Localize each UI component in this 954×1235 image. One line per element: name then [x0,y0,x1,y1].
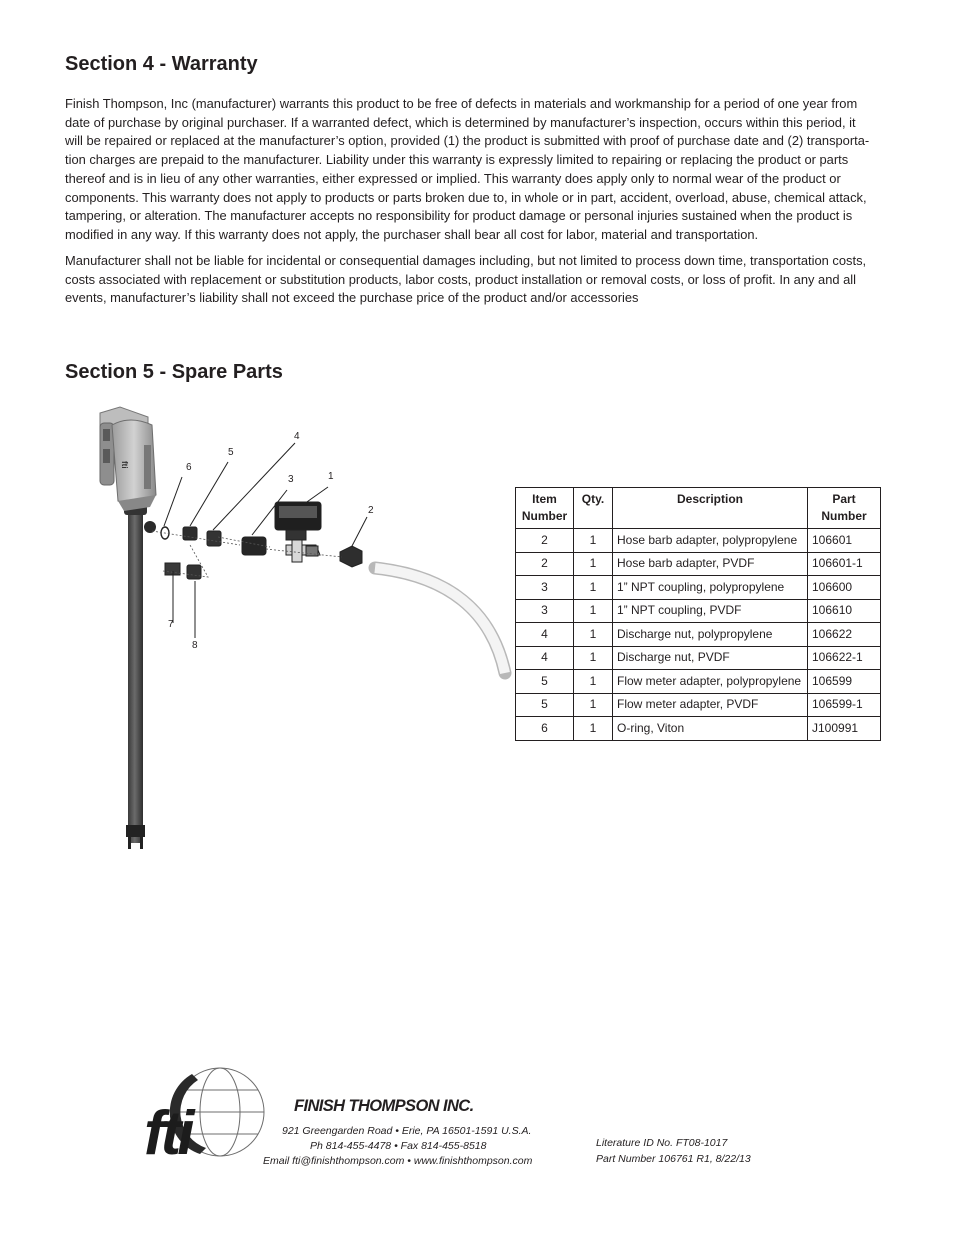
svg-text:fti: fti [120,461,129,469]
literature-id: Literature ID No. FT08-1017 [596,1137,728,1149]
text-line: costs associated with replacement or substitution products, labor costs, product installation or removal costs, or loss of profit. In any and all [65,271,857,287]
col-description: Description [613,488,808,529]
col-part-number: Part Number [808,488,881,529]
company-address: 921 Greengarden Road • Erie, PA 16501-1591 U.S.A. [282,1125,532,1137]
col-qty: Qty. [574,488,613,529]
fti-logo [140,1062,275,1172]
company-phone-fax: Ph 814-455-4478 • Fax 814-455-8518 [310,1140,487,1152]
text-line: will be repaired or replaced at the manufacturer’s option, provided (1) the product is submitted with proof of purchase date and (2) transporta- [65,133,870,149]
table-row: 4 1 Discharge nut, polypropylene 106622 [516,623,881,647]
pump-exploded-diagram [90,405,515,860]
text-line: thereof and is in lieu of any other warranties, either expressed or implied. This warranty does apply only to normal wear of the product or [65,170,841,186]
table-header-row [516,488,881,529]
text-line: components. This warranty does not apply to products or parts broken due to, in whole or in part, accident, overload, abuse, chemical attack, [65,189,867,205]
logo-text: fti [144,1099,191,1168]
text-line: Manufacturer shall not be liable for incidental or consequential damages including, but not limited to process down time, transportation costs, [65,253,867,268]
section-5-title: Section 5 - Spare Parts [65,361,283,383]
table-row: 2 1 Hose barb adapter, polypropylene 106601 [516,529,881,553]
callout-2: 2 [368,505,374,516]
callout-7: 7 [168,619,174,630]
text-line: tion charges are prepaid to the manufacturer. Liability under this warranty is expressly limited to repairing or replacing the product or parts [65,152,849,168]
table-row: 3 1 1” NPT coupling, PVDF 106610 [516,599,881,623]
callout-5: 5 [228,447,234,458]
table-row: 6 1 O-ring, Viton J100991 [516,717,881,741]
table-row: 5 1 Flow meter adapter, polypropylene 106599 [516,670,881,694]
spare-parts-table [515,487,881,741]
callout-8: 8 [192,640,198,651]
callout-1: 1 [328,471,334,482]
warranty-paragraph-1 [65,95,890,245]
company-email-web: Email fti@finishthompson.com • www.finishthompson.com [263,1155,533,1167]
warranty-paragraph-2 [65,252,890,308]
table-row: 5 1 Flow meter adapter, PVDF 106599-1 [516,693,881,717]
table-row: 2 1 Hose barb adapter, PVDF 106601-1 [516,552,881,576]
text-line: tampering, or alteration. The manufacturer accepts no responsibility for product damage or personal injuries sustained when the product is [65,208,853,224]
pump-body [100,407,156,849]
table-row: 4 1 Discharge nut, PVDF 106622-1 [516,646,881,670]
callout-4: 4 [294,431,300,442]
text-line: modified in any way. If this warranty does not apply, the purchaser shall bear all cost for labor, material and transportation. [65,226,759,242]
callout-labels [168,431,374,651]
col-item-number: Item Number [516,488,574,529]
text-line: Finish Thompson, Inc (manufacturer) warrants this product to be free of defects in materials and workmanship for a period of one year from [65,96,858,111]
callout-6: 6 [186,462,192,473]
text-line: date of purchase by original purchaser. If a warranted defect, which is determined by manufacturer’s inspection, occurs within this period, it [65,114,856,130]
text-line: events, manufacturer’s liability shall not exceed the purchase price of the product and/or accessories [65,290,639,306]
document-part-number: Part Number 106761 R1, 8/22/13 [596,1153,751,1165]
exploded-parts [161,502,362,579]
callout-3: 3 [288,474,294,485]
table-row: 3 1 1” NPT coupling, polypropylene 106600 [516,576,881,600]
section-4-title: Section 4 - Warranty [65,53,258,75]
company-name: FINISH THOMPSON INC. [294,1097,474,1115]
